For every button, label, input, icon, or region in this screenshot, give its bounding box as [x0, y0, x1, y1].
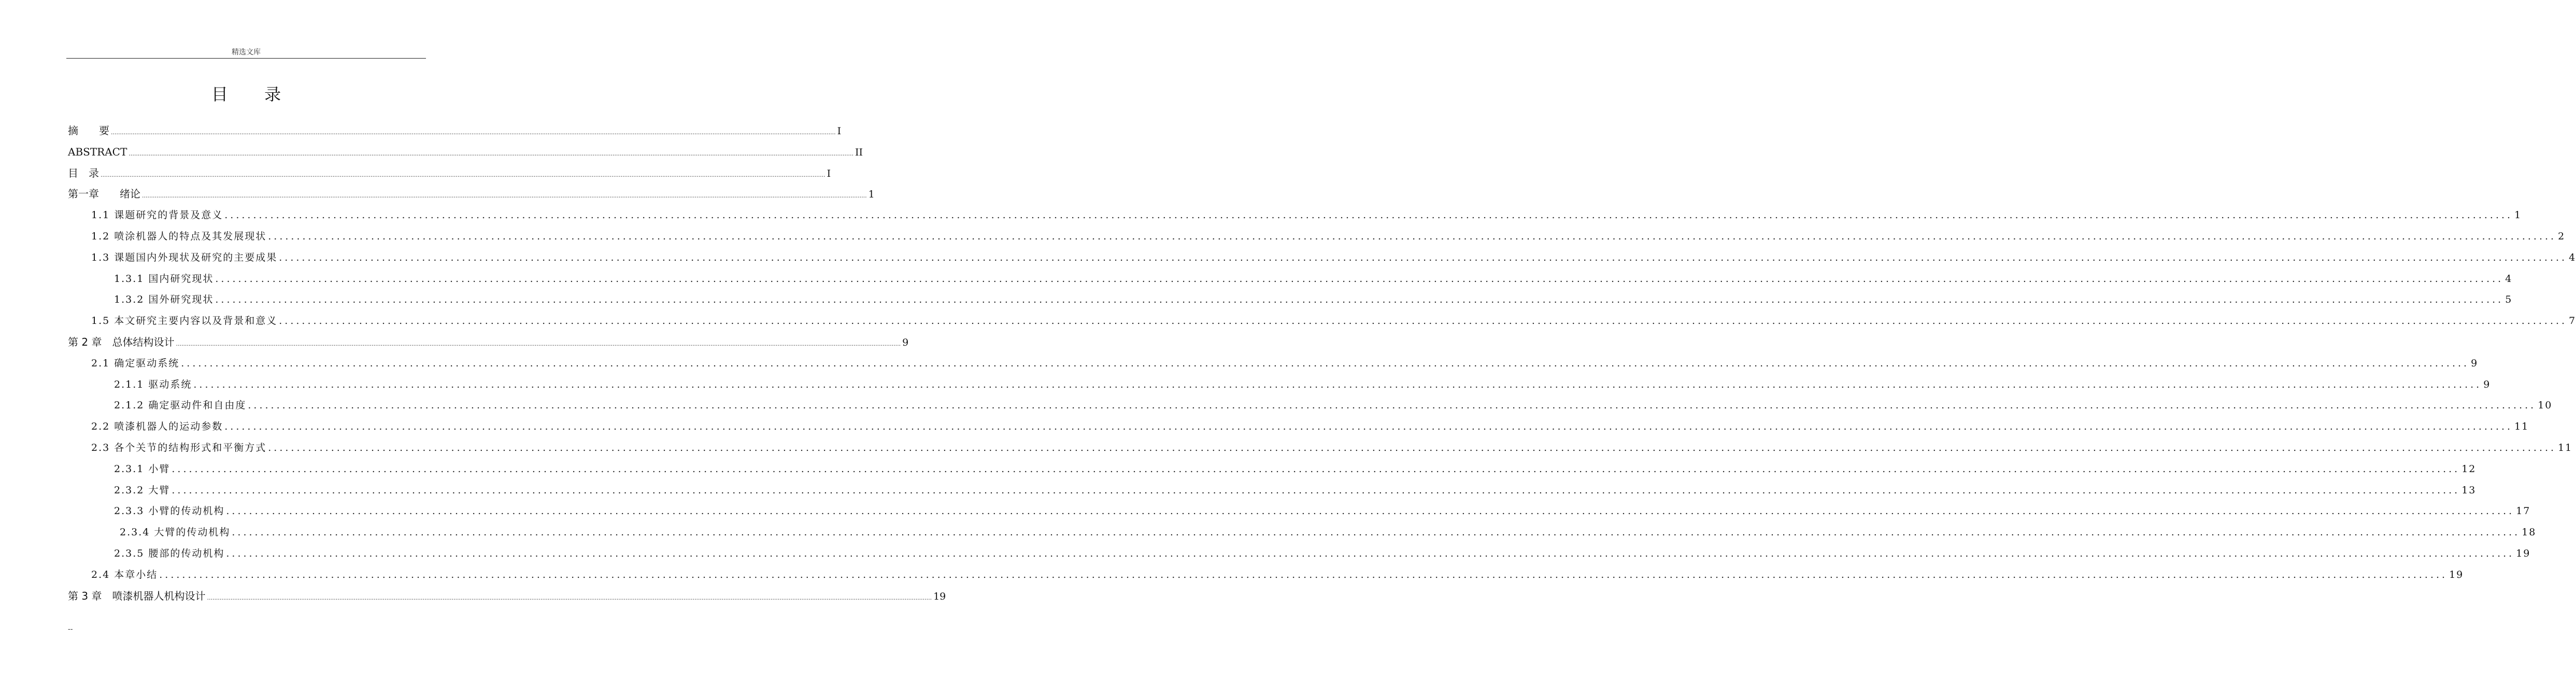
toc-entry[interactable] [114, 399, 2553, 412]
toc-entry-label: 摘 要 [68, 124, 109, 137]
toc-entry-page-number: 1 [868, 189, 875, 200]
toc-entry-label: 1.3 课题国内外现状及研究的主要成果 [91, 252, 278, 263]
toc-leader-dots: ................................................................................................................................................................................................................................................................................................................................................................................................................ [279, 315, 2568, 326]
toc-entry-page-number: 19 [933, 591, 946, 602]
toc-entry[interactable] [91, 251, 2576, 264]
toc-entry-page-number: 5 [2505, 294, 2513, 305]
toc-entry-label: 1.1 课题研究的背景及意义 [91, 209, 223, 221]
toc-entry-page-number: 9 [2483, 379, 2491, 390]
footer-mark: -- [68, 625, 73, 633]
toc-leader-dots: ................................................................................................................................................................................................................................................................................................................................................................................................................ [159, 569, 2448, 580]
toc-entry-page-number: 9 [902, 337, 909, 348]
toc-entry[interactable] [68, 187, 875, 201]
toc-entry-page-number: 18 [2522, 527, 2537, 538]
toc-entry-label: 1.3.2 国外研究现状 [114, 294, 214, 305]
toc-entry-label: 1.5 本文研究主要内容以及背景和意义 [91, 315, 278, 326]
toc-entry-label: 2.2 喷漆机器人的运动参数 [91, 421, 223, 432]
toc-entry[interactable] [114, 547, 2531, 560]
toc-leader-dots: ................................................................................................................................................................................................................................................................................................................................................................................................................ [232, 527, 2521, 538]
toc-entry-page-number: 7 [2569, 315, 2576, 326]
toc-entry-label: 第 2 章 总体结构设计 [68, 336, 175, 348]
toc-entry-page-number: 4 [2505, 273, 2513, 285]
toc-entry[interactable] [68, 145, 863, 159]
toc-entry-label: 1.2 喷涂机器人的特点及其发展现状 [91, 231, 267, 242]
toc-entry-page-number: 11 [2514, 421, 2529, 432]
toc-leader-dots: ................................................................................................................................................................................................................................................................................................................................................................................................................ [172, 485, 2460, 496]
toc-entry-label: 第一章 绪论 [68, 188, 140, 200]
toc-entry-page-number: 19 [2449, 569, 2464, 580]
toc-entry-page-number: 19 [2516, 548, 2531, 559]
toc-entry[interactable] [68, 335, 909, 349]
toc-entry-page-number: I [837, 125, 842, 137]
toc-entry-page-number: 9 [2471, 358, 2479, 369]
toc-leader-dots: ................................................................................................................................................................................................................................................................................................................................................................................................................ [101, 172, 826, 178]
toc-entry[interactable] [91, 230, 2566, 243]
toc-entry-label: 2.3.4 大臂的传动机构 [120, 527, 231, 538]
toc-leader-dots: ................................................................................................................................................................................................................................................................................................................................................................................................................ [224, 209, 2513, 221]
page-title: 目 录 [211, 84, 297, 104]
toc-leader-dots: ................................................................................................................................................................................................................................................................................................................................................................................................................ [224, 421, 2513, 432]
toc-leader-dots: ................................................................................................................................................................................................................................................................................................................................................................................................................ [129, 150, 853, 157]
toc-leader-dots: ................................................................................................................................................................................................................................................................................................................................................................................................................ [193, 379, 2482, 390]
page-header: 精选文库 [232, 48, 261, 56]
toc-leader-dots: ................................................................................................................................................................................................................................................................................................................................................................................................................ [268, 231, 2557, 242]
toc-entry-page-number: 1 [2514, 209, 2522, 221]
toc-entry[interactable] [91, 568, 2464, 581]
toc-entry-label: 2.1 确定驱动系统 [91, 358, 180, 369]
toc-leader-dots: ................................................................................................................................................................................................................................................................................................................................................................................................................ [226, 505, 2515, 517]
toc-leader-dots: ................................................................................................................................................................................................................................................................................................................................................................................................................ [207, 594, 932, 601]
toc-entry[interactable] [114, 293, 2513, 306]
toc-entry-page-number: 12 [2461, 463, 2477, 475]
toc-entry-label: 2.1.1 驱动系统 [114, 379, 192, 390]
toc-entry[interactable] [114, 272, 2513, 286]
toc-leader-dots: ................................................................................................................................................................................................................................................................................................................................................................................................................ [268, 442, 2557, 453]
toc-leader-dots: ................................................................................................................................................................................................................................................................................................................................................................................................................ [248, 400, 2537, 411]
toc-entry-label: ABSTRACT [68, 146, 127, 158]
toc-entry[interactable] [114, 462, 2477, 476]
toc-entry-label: 1.3.1 国内研究现状 [114, 273, 214, 285]
toc-entry-label: 2.3.1 小臂 [114, 463, 170, 475]
toc-leader-dots: ................................................................................................................................................................................................................................................................................................................................................................................................................ [215, 273, 2504, 285]
toc-entry-page-number: 10 [2538, 400, 2553, 411]
toc-entry-page-number: 2 [2558, 231, 2566, 242]
toc-entry-page-number: 4 [2569, 252, 2576, 263]
toc-entry-page-number: I [827, 168, 831, 179]
toc-entry[interactable] [68, 589, 946, 603]
toc-entry[interactable] [68, 124, 842, 137]
toc-entry[interactable] [114, 484, 2477, 497]
toc-entry-label: 2.3.5 腰部的传动机构 [114, 548, 225, 559]
toc-entry-label: 2.3 各个关节的结构形式和平衡方式 [91, 442, 267, 453]
toc-leader-dots: ................................................................................................................................................................................................................................................................................................................................................................................................................ [279, 252, 2568, 263]
toc-entry[interactable] [68, 166, 831, 180]
toc-entry-label: 2.4 本章小结 [91, 569, 158, 580]
toc-entry-page-number: 11 [2558, 442, 2573, 453]
toc-entry[interactable] [91, 314, 2576, 328]
toc-entry-label: 2.3.2 大臂 [114, 485, 170, 496]
toc-leader-dots: ................................................................................................................................................................................................................................................................................................................................................................................................................ [176, 340, 901, 347]
toc-entry[interactable] [91, 208, 2522, 222]
toc-entry[interactable] [91, 420, 2529, 433]
toc-entry[interactable] [91, 441, 2573, 454]
toc-entry-page-number: 17 [2516, 505, 2531, 517]
toc-entry-page-number: 13 [2461, 485, 2477, 496]
toc-entry-page-number: II [855, 147, 863, 158]
header-divider [66, 58, 426, 59]
toc-entry-label: 2.3.3 小臂的传动机构 [114, 505, 225, 517]
toc-entry[interactable] [91, 357, 2479, 370]
toc-entry-label: 目 录 [68, 167, 99, 179]
toc-leader-dots: ................................................................................................................................................................................................................................................................................................................................................................................................................ [111, 129, 836, 136]
toc-leader-dots: ................................................................................................................................................................................................................................................................................................................................................................................................................ [142, 192, 867, 199]
toc-leader-dots: ................................................................................................................................................................................................................................................................................................................................................................................................................ [181, 358, 2470, 369]
toc-entry-label: 第 3 章 喷漆机器人机构设计 [68, 590, 206, 602]
toc-entry-label: 2.1.2 确定驱动件和自由度 [114, 400, 247, 411]
toc-entry[interactable] [114, 378, 2491, 391]
toc-entry[interactable] [114, 504, 2531, 518]
toc-leader-dots: ................................................................................................................................................................................................................................................................................................................................................................................................................ [215, 294, 2504, 305]
toc-leader-dots: ................................................................................................................................................................................................................................................................................................................................................................................................................ [172, 463, 2460, 475]
toc-entry[interactable] [120, 525, 2537, 539]
toc-leader-dots: ................................................................................................................................................................................................................................................................................................................................................................................................................ [226, 548, 2515, 559]
